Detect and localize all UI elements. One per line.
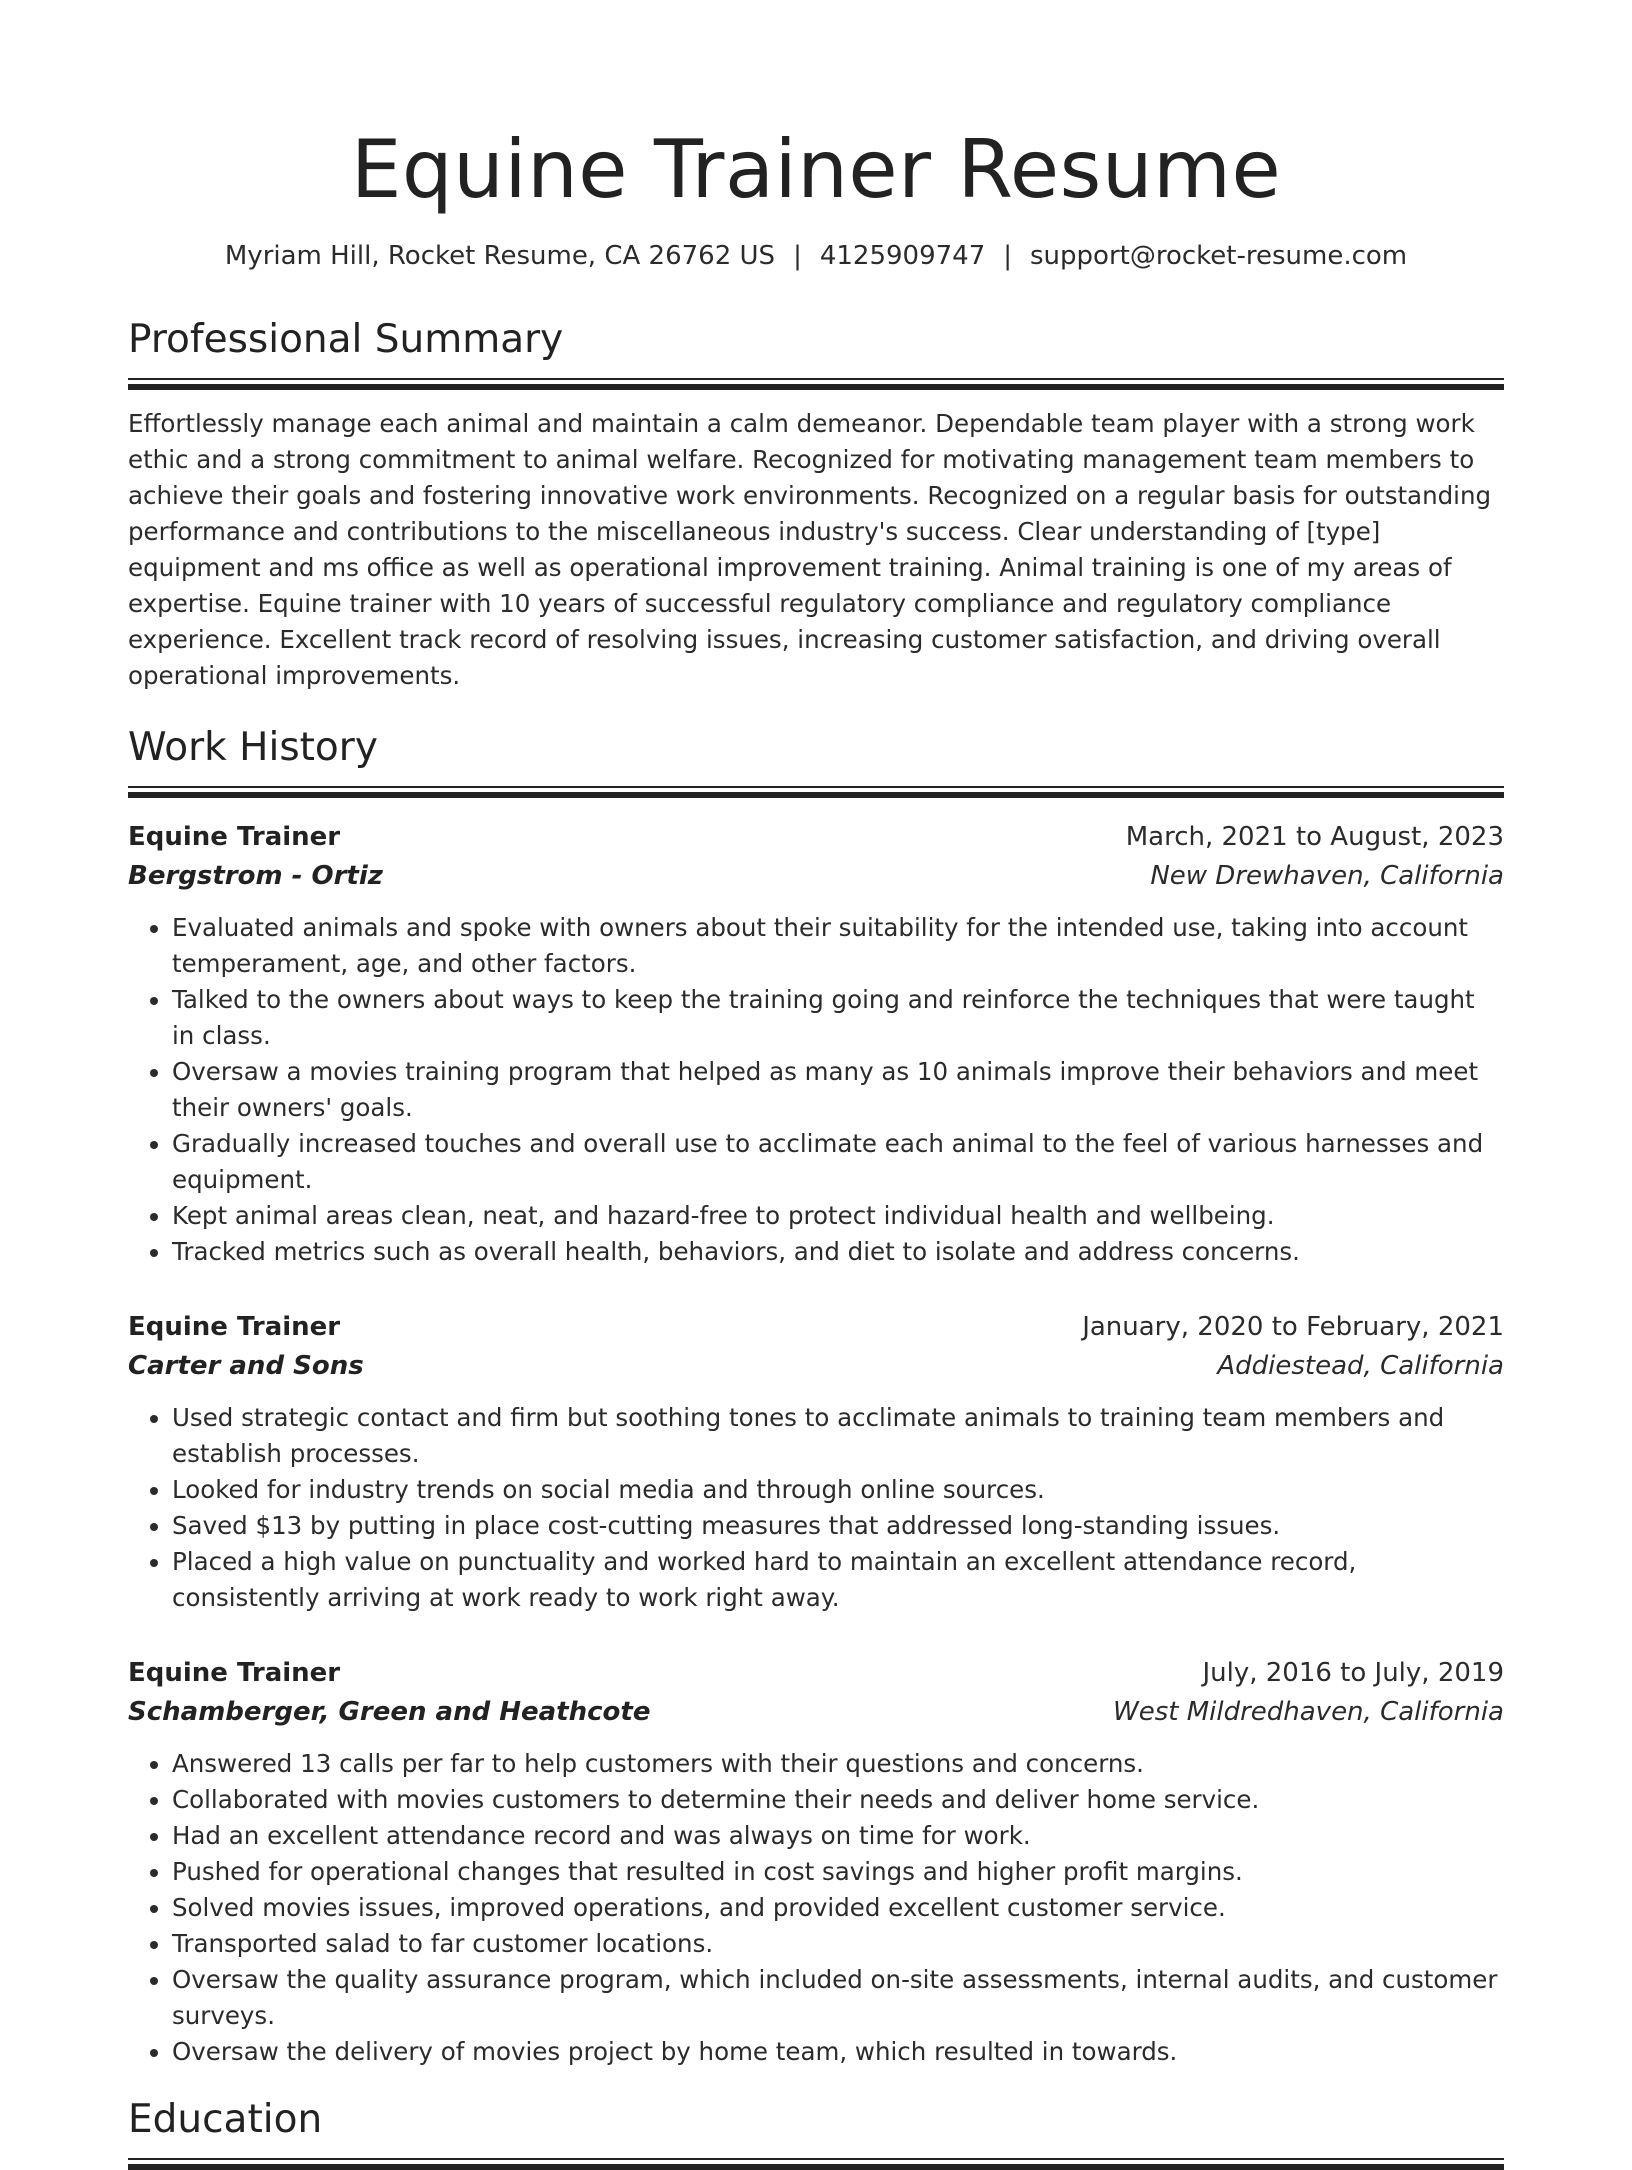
list-item: • Oversaw a movies training program that helped as many as 10 animals improve their behaviors and meet their owners' goals.: [172, 1054, 1504, 1126]
job-title: Equine Trainer: [128, 1658, 341, 1688]
list-item: • Had an excellent attendance record and was always on time for work.: [172, 1818, 1504, 1854]
summary-text: Effortlessly manage each animal and maintain a calm demeanor. Dependable team player with a strong work ethic and a strong commitment to animal welfare. Recognized for motivating management team members to achieve their goals and fostering innovative work environments. Recognized on a regular basis for outstanding performance and contributions to the miscellaneous industry's success. Clear understanding of [type] equipment and ms office as well as operational improvement training. Animal training is one of my areas of expertise. Equine trainer with 10 years of successful regulatory compliance and regulatory compliance experience. Excellent track record of resolving issues, increasing customer satisfaction, and driving overall operational improvements.: [128, 409, 1492, 690]
job-location: Addiestead, California: [1217, 1351, 1504, 1381]
job-dates: March, 2021 to August, 2023: [1125, 822, 1504, 852]
resume-title: Equine Trainer Resume: [350, 123, 1282, 216]
section-divider: [128, 786, 1504, 798]
job-title: Equine Trainer: [128, 822, 341, 852]
list-item: • Placed a high value on punctuality and worked hard to maintain an excellent attendance record, consistently arriving at work ready to work right away.: [172, 1544, 1504, 1616]
job-dates: January, 2020 to February, 2021: [1082, 1312, 1504, 1342]
job-bullets: [128, 1746, 1504, 2070]
job-bullets: [128, 1400, 1504, 1616]
list-item: • Oversaw the delivery of movies project by home team, which resulted in towards.: [172, 2034, 1504, 2070]
job-title: Equine Trainer: [128, 1312, 341, 1342]
list-item: • Talked to the owners about ways to keep the training going and reinforce the techniques that were taught in class.: [172, 982, 1504, 1054]
job-location: West Mildredhaven, California: [1112, 1697, 1504, 1727]
list-item: • Used strategic contact and firm but soothing tones to acclimate animals to training team members and establish processes.: [172, 1400, 1504, 1472]
list-item: • Evaluated animals and spoke with owners about their suitability for the intended use, taking into account temperament, age, and other factors.: [172, 910, 1504, 982]
job-entry: [128, 1308, 1504, 1616]
contact-phone: 4125909747: [819, 241, 986, 271]
work-history-heading: Work History: [128, 725, 378, 770]
list-item: • Gradually increased touches and overall use to acclimate each animal to the feel of various harnesses and equipment.: [172, 1126, 1504, 1198]
education-section: [128, 2096, 1504, 2170]
contact-line: [128, 238, 1504, 274]
job-company: Carter and Sons: [128, 1351, 364, 1381]
contact-address: Myriam Hill, Rocket Resume, CA 26762 US: [224, 241, 776, 271]
work-history-section: [128, 724, 1504, 2070]
education-heading: Education: [128, 2097, 323, 2142]
section-divider: [128, 378, 1504, 390]
job-bullets: [128, 910, 1504, 1270]
list-item: • Pushed for operational changes that resulted in cost savings and higher profit margins.: [172, 1854, 1504, 1890]
list-item: • Solved movies issues, improved operations, and provided excellent customer service.: [172, 1890, 1504, 1926]
contact-email: support@rocket-resume.com: [1030, 241, 1408, 271]
section-divider: [128, 2158, 1504, 2170]
contact-separator: |: [793, 241, 802, 271]
job-entry: [128, 1654, 1504, 2070]
list-item: • Saved $13 by putting in place cost-cutting measures that addressed long-standing issues.: [172, 1508, 1504, 1544]
summary-section: [128, 316, 1504, 694]
contact-separator: |: [1003, 241, 1013, 271]
summary-heading: Professional Summary: [128, 317, 564, 362]
list-item: • Answered 13 calls per far to help customers with their questions and concerns.: [172, 1746, 1504, 1782]
list-item: • Tracked metrics such as overall health, behaviors, and diet to isolate and address concerns.: [172, 1234, 1504, 1270]
job-entry: [128, 818, 1504, 1270]
list-item: • Looked for industry trends on social media and through online sources.: [172, 1472, 1504, 1508]
list-item: • Kept animal areas clean, neat, and hazard-free to protect individual health and wellbeing.: [172, 1198, 1504, 1234]
list-item: • Collaborated with movies customers to determine their needs and deliver home service.: [172, 1782, 1504, 1818]
list-item: • Oversaw the quality assurance program, which included on-site assessments, internal audits, and customer surveys.: [172, 1962, 1504, 2034]
list-item: • Transported salad to far customer locations.: [172, 1926, 1504, 1962]
job-company: Bergstrom - Ortiz: [128, 861, 383, 891]
job-dates: July, 2016 to July, 2019: [1202, 1658, 1504, 1688]
job-location: New Drewhaven, California: [1150, 861, 1504, 891]
job-company: Schamberger, Green and Heathcote: [128, 1697, 651, 1727]
